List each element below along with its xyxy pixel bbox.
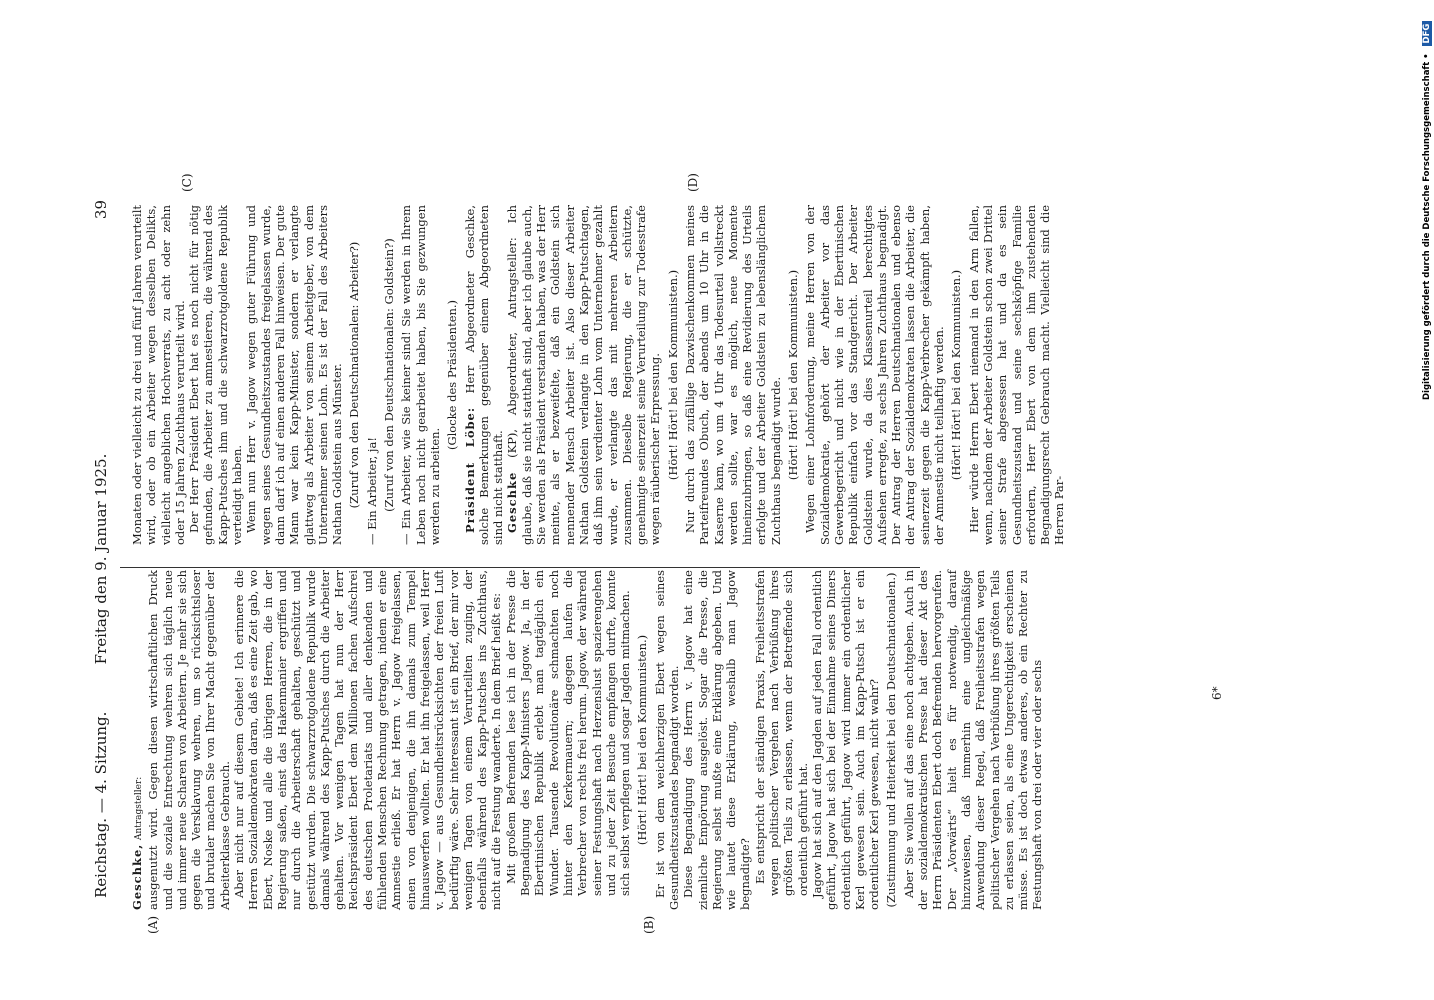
paragraph: Der Herr Präsident Ebert hat es noch nicht für nötig gefunden, die Arbeiter zu amnestieren, die während des Kapp-Putsches ihm und die schwarzrotgoldene Republik verteidigt haben.: [187, 205, 245, 545]
speaker-role: Antragsteller:: [134, 776, 144, 841]
margin-marker-b: (B): [642, 915, 656, 934]
speaker-line: [130, 570, 146, 910]
interjection: (Glocke des Präsidenten.): [445, 299, 460, 451]
paragraph: Wenn nun Herr v. Jagow wegen guter Führung und wegen seines Gesundheitszustandes freigelassen wurde, dann darf ich auf einen anderen Fall hinweisen. Der gute Mann war kein Kapp-Minister, sondern er verlangte glattweg als Arbeiter von seinem Arbeitgeber, von dem Unternehmer seinen Lohn. Es ist der Fall des Arbeiters Nathan Goldstein aus Münster.: [244, 205, 345, 545]
paragraph: Er ist von dem weichherzigen Ebert wegen seines Gesundheitszustandes begnadigt worden.: [652, 570, 681, 910]
president-statement: [463, 205, 506, 545]
dfg-sidebar: [1422, 8, 1434, 400]
president-label: Präsident Löbe:: [462, 406, 477, 533]
interjection: (Zuruf von den Deutschnationalen: Goldstein?): [382, 238, 397, 512]
page-number: 39: [92, 200, 110, 220]
margin-marker-c: (C): [180, 173, 194, 192]
paragraph: Hier würde Herrn Ebert niemand in den Arm fallen, wenn, nachdem der Arbeiter Goldstein schon zwei Drittel seiner Strafe abgesessen hat und da es sein Gesundheitszustand und seine sechsköpfige Familie erfordern, Herr Ebert von dem ihm zustehenden Begnadigungsrecht Gebrauch macht. Vielleicht sind die Herren Par-: [966, 205, 1067, 545]
footer-signature: 6*: [1210, 686, 1224, 700]
paragraph: ausgenutzt wird. Gegen diesen wirtschaftlichen Druck und die soziale Entrechtung wehren sich täglich neue und immer neue Scharen von Arbeitern. Je mehr sie sich gegen die Versklavung wehren, um so rücksichtsloser und brutaler machen Sie von Ihrer Macht gegenüber der Arbeiterklasse Gebrauch.: [146, 570, 232, 910]
paragraph: Aber Sie wollen auf das eine noch achtgeben. Auch in der sozialdemokratischen Presse hat dieser Akt des Herrn Präsidenten Ebert doch Befremden hervorgerufen. Der „Vorwärts“ hielt es für notwendig, darauf hinzuweisen, daß immerhin eine ungleichmäßige Anwendung dieser Regel, daß Freiheitsstrafen wegen politischer Vergehen nach Verbüßung ihres größten Teils zu erlassen seien, als eine Ungerechtigkeit erscheinen müsse. Es ist doch etwas anderes, ob ein Rechter zu Festungshaft von drei oder vier oder sechs: [901, 570, 1045, 910]
speaker-name: Geschke: [505, 471, 520, 533]
quoted-paragraph: Mit großem Befremden lese ich in der Presse die Begnadigung des Kapp-Ministers Jagow. Ja, in der Ebertinischen Republik erlebt man tagtäglich ein Wunder. Tausende Revolutionäre schmachten noch hinter den Kerkermauern; dagegen laufen die Verbrecher von rechts frei herum. Jagow, der während seiner Festungshaft nach Herzenslust spazierengehen und zu jeder Zeit Besuche empfangen durfte, konnte sich selbst verpflegen und sogar Jagden mitmachen.: [503, 570, 633, 896]
interjection: (Hört! Hört! bei den Kommunisten.): [949, 269, 964, 481]
page-header: [92, 200, 120, 918]
dfg-credit: [1422, 16, 1432, 400]
interjection: (Zustimmung und Heiterkeit bei den Deutschnationalen.): [884, 572, 899, 908]
quoted-paragraph: Es entspricht der ständigen Praxis, Freiheitsstrafen wegen politischer Vergehen nach Verbüßung ihres größten Teils zu erlassen, wenn der Betreffende sich ordentlich geführt hat.: [752, 570, 810, 896]
reply: — Ein Arbeiter, ja!: [364, 437, 379, 545]
paragraph: Diese Begnadigung des Herrn v. Jagow hat eine ziemliche Empörung ausgelöst. Sogar die Presse, die Regierung selbst mußte eine Erklärung abgeben. Und wie lautet diese Erklärung, weshalb man Jagow begnadigte?: [681, 570, 753, 910]
interjection: (Hört! Hört! bei den Kommunisten.): [665, 269, 680, 481]
reply: — Ein Arbeiter, wie Sie keiner sind! Sie werden in Ihrem Leben noch nicht gearbeitet haben, bis Sie gezwungen werden zu arbeiten.: [399, 205, 442, 545]
right-column: [130, 205, 1067, 545]
president-text: Herr Abgeordneter Geschke, solche Bemerkungen gegenüber einem Abgeordneten sind nicht statthaft.: [462, 205, 506, 545]
paragraph: Monaten oder vielleicht zu drei und fünf Jahren verurteilt wird, oder ob ein Arbeiter wegen desselben Delikts, vielleicht angeblichen Hochverrats, zu acht oder zehn oder 15 Jahren Zuchthaus verurteilt wird.: [130, 205, 187, 545]
paragraph: Jagow hat sich auf den Jagden auf jeden Fall ordentlich geführt, Jagow hat sich bei der Einnahme seines Diners ordentlich geführt, Jagow wird immer ein ordentlicher Kerl gewesen sein. Auch im Kapp-Putsch ist er ein ordentlicher Kerl gewesen, nicht wahr?: [809, 570, 882, 910]
paragraph: Wegen einer Lohnforderung, meine Herren von der Sozialdemokratie, gehört der Arbeiter vor das Gewerbegericht und nicht wie in der Ebertinischen Republik einfach vor das Standgericht. Der Arbeiter Goldstein wurde, da dies Klassenurteil berechtigtes Aufsehen erregte, zu sechs Jahren Zuchthaus begnadigt. Der Antrag der Herren Deutschnationalen und ebenso der Antrag der Sozialdemokraten lassen die Arbeiter, die seinerzeit gegen die Kapp-Verbrecher gekämpft haben, der Amnestie nicht teilhaftig werden.: [803, 205, 947, 545]
interjection: (Hört! Hört! bei den Kommunisten.): [635, 634, 650, 846]
speaker-statement: [505, 205, 662, 545]
left-column: [130, 570, 1045, 910]
interjection: (Hört! Hört! bei den Kommunisten.): [786, 269, 801, 481]
dfg-logo: DFG: [1422, 21, 1432, 47]
header-date: Freitag den 9. Januar 1925.: [92, 453, 110, 665]
column-divider: [120, 567, 920, 568]
paragraph: Nur durch das zufällige Dazwischenkommen meines Parteifreundes Obuch, der abends um 10 Uhr in die Kaserne kam, wo um 4 Uhr das Todesurteil vollstreckt werden sollte, war es möglich, neue Momente hineinzubringen, so daß eine Revidierung des Urteils erfolgte und der Arbeiter Goldstein zu lebenslänglichem Zuchthaus begnadigt wurde.: [682, 205, 783, 545]
header-session: Reichstag. — 4. Sitzung.: [92, 711, 110, 898]
interjection: (Zuruf von den Deutschnationalen: Arbeiter?): [347, 241, 362, 509]
dfg-credit-text: Digitalisierung gefördert durch die Deutsche Forschungsgemeinschaft •: [1422, 53, 1432, 400]
paragraph: Aber nicht nur auf diesem Gebiete! Ich erinnere die Herren Sozialdemokraten daran, daß es eine Zeit gab, wo Ebert, Noske und alle die übrigen Herren, die in der Regierung saßen, einst das Hakenmanier ergriffen und nur durch die Arbeiterschaft gehalten, geschützt und gestützt wurden. Die schwarzrotgoldene Republik wurde damals während des Kapp-Putsches durch die Arbeiter gehalten. Vor wenigen Tagen hat nun der Herr Reichspräsident Ebert dem Millionen fachen Aufschrei des deutschen Proletariats und aller denkenden und fühlenden Menschen Rechnung getragen, indem er eine Amnestie erließ. Er hat Herrn v. Jagow freigelassen, einen von denjenigen, die ihn damals zum Tempel hinauswerfen wollten. Er hat ihn freigelassen, weil Herr v. Jagow — aus Gesundheitsrücksichten der freien Luft bedürftig wäre. Sehr interessant ist ein Brief, der mir vor wenigen Tagen von einem Verurteilten zuging, der ebenfalls während des Kapp-Putsches ins Zuchthaus, nicht auf die Festung wanderte. In dem Brief heißt es:: [232, 570, 504, 910]
margin-marker-a: (A): [146, 915, 160, 934]
speaker-text: (KP), Abgeordneter, Antragsteller: Ich glaube, daß sie nicht statthaft sind, aber ich glaube auch, Sie werden als Präsident verstanden haben, was der Herr meinte, als er bezweifelte, daß ein Goldstein sich nennender Mensch Arbeiter ist. Also dieser Arbeiter Nathan Goldstein verlangte in den Kapp-Putschtagen, daß ihm sein verdienter Lohn vom Unternehmer gezahlt wurde, er verlangte das mit mehreren Arbeitern zusammen. Dieselbe Regierung, die er schützte, genehmigte seinerzeit seine Verurteilung zur Todesstrafe wegen räuberischer Erpressung.: [505, 204, 663, 545]
speaker-name: Geschke,: [130, 843, 144, 910]
margin-marker-d: (D): [686, 173, 700, 192]
